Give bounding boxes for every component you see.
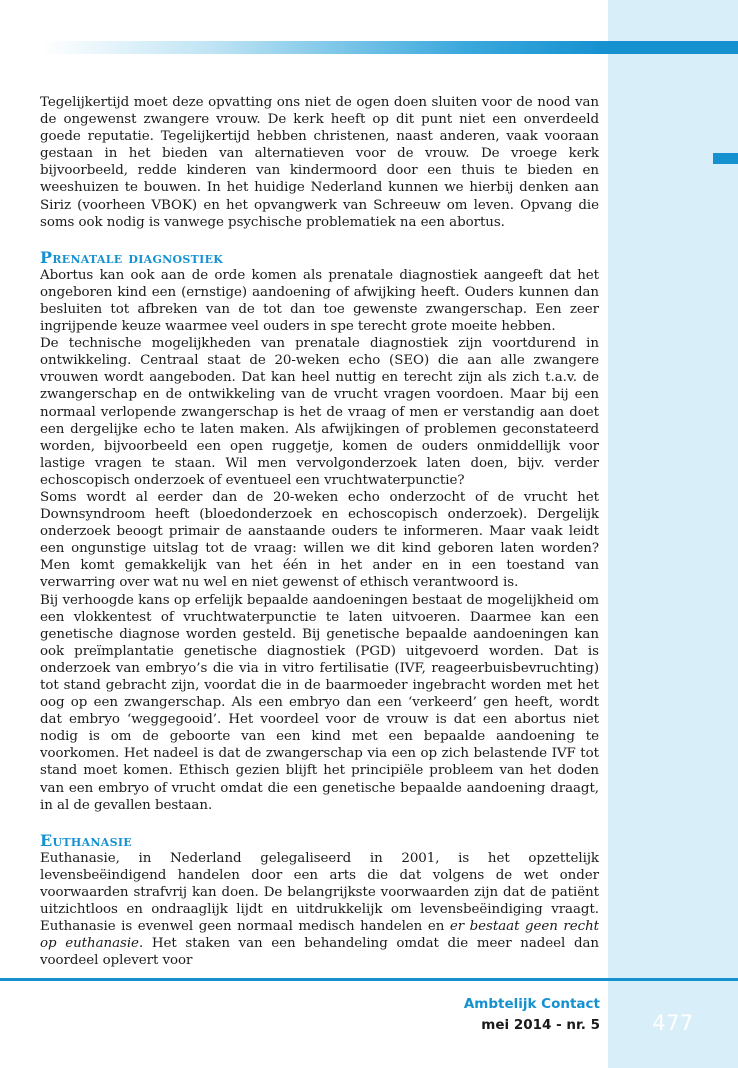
article-body	[40, 94, 599, 969]
prenatal-paragraph-2: De technische mogelijkheden van prenatale diagnostiek zijn voortdurend in ontwikkeling. Centraal staat de 20-weken echo (SEO) die aan alle zwangere vrouwen wordt aangeboden. Dat kan heel nuttig en terecht zijn als zich t.a.v. de zwangerschap en de ontwikkeling van de vrucht vragen voordoen. Maar bij een normaal verlopende zwangerschap is het de vraag of men er verstandig aan doet een dergelijke echo te laten maken. Als afwijkingen of problemen geconstateerd worden, bijvoorbeeld een open ruggetje, komen de ouders onmiddellijk voor lastige vragen te staan. Wil men vervolgonderzoek laten doen, bijv. verder echoscopisch onderzoek of eventueel een vruchtwaterpunctie?	[40, 336, 599, 488]
prenatal-paragraph-4: Bij verhoogde kans op erfelijk bepaalde aandoeningen bestaat de mogelijkheid om een vlokkentest of vruchtwaterpunctie te laten uitvoeren. Daarmee kan een genetische diagnose worden gesteld. Bij genetische bepaalde aandoeningen kan ook preïmplantatie genetische diagnostiek (PGD) uitgevoerd worden. Dat is onderzoek van embryo’s die via in vitro fertilisatie (IVF, reageerbuisbevruchting) tot stand gebracht zijn, voordat die in de baarmoeder ingebracht worden met het oog op een zwangerschap. Als een embryo dan een ‘verkeerd’ gen heeft, wordt dat embryo ‘weggegooid’. Het voordeel voor de vrouw is dat een abortus niet nodig is om de geboorte van een kind met een bepaalde aandoening te voorkomen. Het nadeel is dat de zwangerschap via een op zich belastende IVF tot stand moet komen. Ethisch gezien blijft het principiële probleem van het doden van een embryo of vrucht omdat die een genetische bepaalde aandoening draagt, in al de gevallen bestaan.	[40, 592, 599, 813]
footer-issue: mei 2014 - nr. 5	[481, 1017, 600, 1033]
euthanasia-text-start: Euthanasie, in Nederland gelegaliseerd in 2001, is het opzettelijk levensbeëindigend handelen door een arts die dat volgens de wet onder voorwaarden strafvrij kan doen. De belangrijkste voorwaarden zijn dat de patiënt uitzichtloos en ondraaglijk lijdt en uitdrukkelijk om levensbeëindiging vraagt. Euthanasie is evenwel geen normaal medisch handelen en	[40, 850, 599, 935]
footer-publication: Ambtelijk Contact	[463, 996, 600, 1012]
euthanasia-text-end: . Het staken van een behandeling omdat die meer nadeel dan voordeel oplevert voor	[40, 936, 599, 969]
page-number: 477	[652, 1011, 694, 1035]
prenatal-paragraph-1: Abortus kan ook aan de orde komen als prenatale diagnostiek aangeeft dat het ongeboren kind een (ernstige) aandoening of afwijking heeft. Ouders kunnen dan besluiten tot afbreken van de tot dan toe gewenste zwangerschap. Een zeer ingrijpende keuze waarmee veel ouders in spe terecht grote moeite hebben.	[40, 267, 599, 335]
euthanasia-italic-phrase: er bestaat geen recht op euthanasie	[40, 919, 599, 952]
heading-prenatal-diagnostics: Prenatale diagnostiek	[40, 247, 224, 267]
intro-paragraph: Tegelijkertijd moet deze opvatting ons niet de ogen doen sluiten voor de nood van de ongewenst zwangere vrouw. De kerk heeft op dit punt niet een onverdeeld goede reputatie. Tegelijkertijd hebben christenen, naast anderen, vaak vooraan gestaan in het bieden van alternatieven voor de vrouw. De vroege kerk bijvoorbeeld, redde kinderen van kindermoord door een thuis te bieden en weeshuizen te bouwen. In het huidige Nederland kunnen we hierbij denken aan Siriz (voorheen VBOK) en het opvangwerk van Schreeuw om leven. Opvang die soms ook nodig is vanwege psychische problematiek na een abortus.	[40, 95, 599, 230]
bottom-rule	[0, 978, 738, 981]
side-marker	[713, 153, 738, 164]
prenatal-paragraph-3: Soms wordt al eerder dan de 20-weken echo onderzocht of de vrucht het Downsyndroom heeft (bloedonderzoek en echoscopisch onderzoek). Dergelijk onderzoek beoogt primair de aanstaande ouders te informeren. Maar vaak leidt een ongunstige uitslag tot de vraag: willen we dit kind geboren laten worden? Men komt gemakkelijk van het één in het ander en in een toestand van verwarring over wat nu wel en niet gewenst of ethisch verantwoord is.	[40, 489, 599, 591]
euthanasia-paragraph	[40, 850, 599, 970]
top-bar-right	[608, 41, 738, 54]
heading-euthanasia: Euthanasie	[40, 830, 132, 850]
top-gradient-bar	[42, 41, 608, 54]
